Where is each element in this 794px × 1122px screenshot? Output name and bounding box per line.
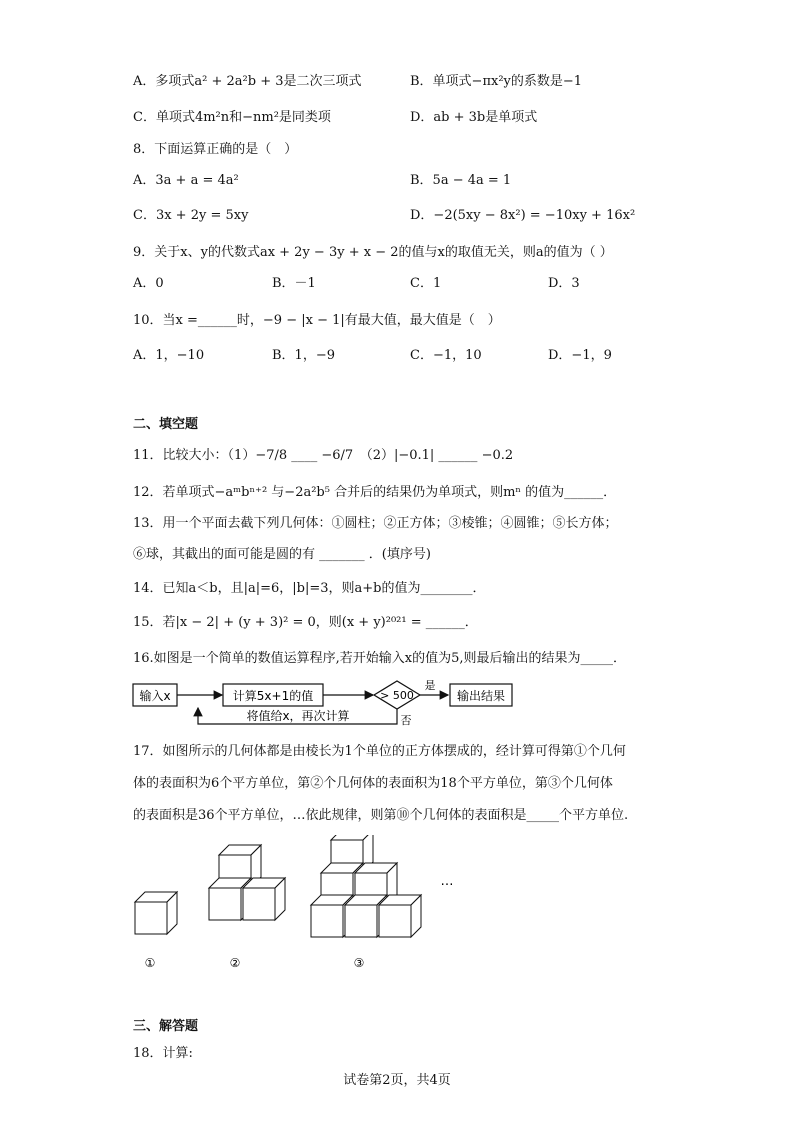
- q11: 11．比较大小：（1）−7/8 ____ −6/7 （2）|−0.1| ______ −0.2: [133, 448, 514, 463]
- figure-label-3: ③: [353, 956, 365, 970]
- unit-cube: [379, 895, 421, 937]
- q10-option-c: C．−1，10: [410, 348, 482, 363]
- q7-option-a: A．多项式a² + 2a²b + 3是二次三项式: [133, 74, 362, 89]
- figure-label-1: ①: [144, 956, 156, 970]
- flow-condition-label: > 500: [380, 689, 414, 702]
- flow-no-label: 否: [400, 714, 412, 727]
- q15: 15．若|x − 2| + (y + 3)² = 0，则(x + y)²⁰²¹ = ______．: [133, 615, 478, 630]
- q10-option-d: D．−1，9: [548, 348, 612, 363]
- q18: 18．计算:: [133, 1046, 193, 1061]
- page-footer: 试卷第2页，共4页: [343, 1073, 451, 1088]
- q13-line1: 13．用一个平面去截下列几何体：①圆柱；②正方体；③棱锥；④圆锥；⑤长方体；: [133, 516, 618, 531]
- q10-stem: 10．当x =______时，−9 − |x − 1|有最大值，最大值是（ ）: [133, 313, 501, 328]
- q17-line3: 的表面积是36个平方单位，…依此规律，则第⑩个几何体的表面积是_____个平方单位.: [133, 808, 629, 823]
- q16: 16.如图是一个简单的数值运算程序,若开始输入x的值为5,则最后输出的结果为_____．: [133, 651, 627, 666]
- q8-option-c: C．3x + 2y = 5xy: [133, 208, 249, 223]
- q7-option-b: B．单项式−πx²y的系数是−1: [410, 74, 583, 89]
- q8-option-b: B．5a − 4a = 1: [410, 173, 512, 188]
- q10-option-b: B．1，−9: [272, 348, 335, 363]
- q13-line2: ⑥球，其截出的面可能是圆的有 _______ ．(填序号): [133, 547, 431, 562]
- flow-yes-label: 是: [424, 679, 436, 692]
- q8-option-a: A．3a + a = 4a²: [133, 173, 239, 188]
- q17-line1: 17．如图所示的几何体都是由棱长为1个单位的正方体摆成的，经计算可得第①个几何: [133, 744, 626, 759]
- ellipsis: …: [440, 874, 454, 889]
- q9-stem: 9．关于x、y的代数式ax + 2y − 3y + x − 2的值与x的取值无关，则a的值为（ ）: [133, 245, 613, 260]
- unit-cube: [243, 878, 285, 920]
- q17-line2: 体的表面积为6个平方单位，第②个几何体的表面积为18个平方单位，第③个几何体: [133, 776, 613, 791]
- figure-label-2: ②: [229, 956, 241, 970]
- program-flowchart: [130, 678, 530, 733]
- q14: 14．已知a＜b，且|a|=6，|b|=3，则a+b的值为________．: [133, 581, 486, 596]
- flow-input-label: 输入x: [139, 689, 171, 703]
- q12: 12．若单项式−aᵐbⁿ⁺² 与−2a²b⁵ 合并后的结果仍为单项式，则mⁿ 的值为______．: [133, 485, 617, 500]
- section-heading-answers: 三、解答题: [133, 1019, 199, 1034]
- flow-loop-label: 将值给x，再次计算: [246, 709, 350, 723]
- q7-option-c: C．单项式4m²n和−nm²是同类项: [133, 110, 331, 125]
- unit-cube: [135, 892, 177, 934]
- section-heading-fill-in: 二、填空题: [133, 417, 199, 432]
- q7-option-d: D．ab + 3b是单项式: [410, 110, 538, 125]
- cube-figures: [125, 835, 465, 975]
- q9-option-b: B．－1: [272, 276, 316, 291]
- q8-option-d: D．−2(5xy − 8x²) = −10xy + 16x²: [410, 208, 636, 223]
- q9-option-d: D．3: [548, 276, 580, 291]
- q10-option-a: A．1，−10: [133, 348, 205, 363]
- q9-option-a: A．0: [133, 276, 164, 291]
- flow-output-label: 输出结果: [456, 689, 506, 703]
- q8-stem: 8．下面运算正确的是（ ）: [133, 142, 298, 157]
- q9-option-c: C．1: [410, 276, 442, 291]
- flow-compute-label: 计算5x+1的值: [232, 689, 314, 703]
